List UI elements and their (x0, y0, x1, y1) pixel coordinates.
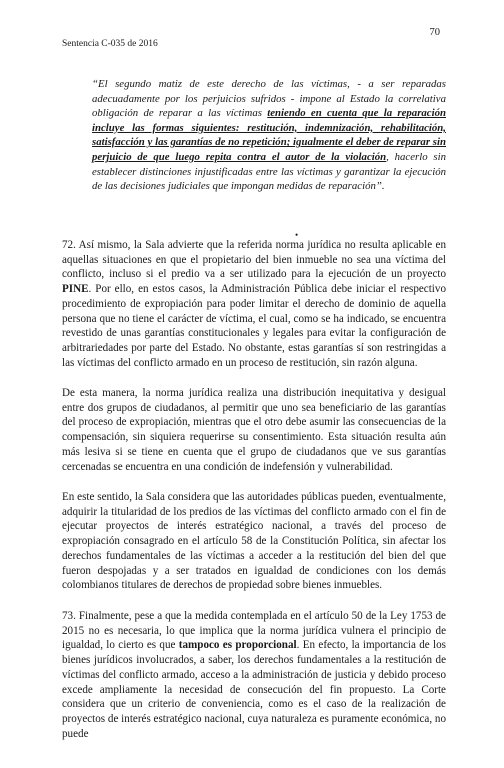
block-quote (92, 77, 446, 194)
quote-underlined-text: teniendo en cuenta que la reparación incluye las formas siguientes: restitución, indemnización, rehabilitación, satisfacción y las garantías de no repetición; igualmente el deber de reparar sin perjuicio de que luego repita contra el autor de la violación (92, 107, 446, 163)
paragraph-72-bold-term: PINE (62, 283, 89, 296)
paragraph-distribution: De esta manera, la norma jurídica realiza una distribución inequitativa y desigual entre dos grupos de ciudadanos, al permitir que uno sea beneficiario de las garantías del proceso de expropiación, mientras que el otro debe asumir las consecuencias de la compensación, sin siquiera requerirse su consentimiento. Esta situación resulta aún más lesiva si se tiene en cuenta que el grupo de ciudadanos que ve sus garantías cercenadas se encuentra en una condición de indefensión y vulnerabilidad. (62, 387, 446, 473)
document-header-title: Sentencia C-035 de 2016 (62, 39, 158, 49)
paragraph-sense: En este sentido, la Sala considera que las autoridades públicas pueden, eventualmente, adquirir la titularidad de los predios de las víctimas del conflicto armado con el fin de ejecutar proyectos de interés estratégico nacional, a través del proceso de expropiación consagrado en el artículo 58 de la Constitución Política, sin afectar los derechos fundamentales de las víctimas a acceder a la restitución del bien del que fueron despojadas y a ser tratados en igualdad de condiciones con los demás colombianos titulares de derechos de propiedad sobre bienes inmuebles. (62, 491, 446, 592)
quote-text-end: , hacerlo sin establecer distinciones injustificadas entre las víctimas y garantizar la ejecución de las decisiones judiciales que impongan medidas de reparación”. (92, 150, 447, 193)
paragraph-73-text-end: . En efecto, la importancia de los bienes jurídicos involucrados, a saber, los derechos fundamentales a la restitución de víctimas del conflicto armado, acceso a la administración de justicia y debido proceso excede ampliamente la necesidad de consecución del fin propuesto. La Corte considera que un criterio de conveniencia, como es el caso de la realización de proyectos de interés estratégico nacional, cuya naturaleza es puramente económica, no puede (62, 639, 447, 740)
paragraph-72-text-start: 72. Así mismo, la Sala advierte que la referida norma jurídica no resulta aplicable en aquellas situaciones en que el propietario del bien inmueble no sea una víctima del conflicto, incluso si el predio va a ser utilizado para la ejecución de un proyecto (62, 239, 446, 281)
quote-text-start: “El segundo matiz de este derecho de las víctimas, - a ser reparadas adecuadamente por los perjuicios sufridos - impone al Estado la correlativa obligación de reparar a las víctimas (92, 78, 446, 120)
paragraph-72-text-end: . Por ello, en estos casos, la Administración Pública debe iniciar el respectivo procedimiento de expropiación para poder limitar el derecho de dominio de aquella persona que no tiene el carácter de víctima, el cual, como se ha indicado, se encuentra revestido de unas garantías constitucionales y legales para evitar la configuración de arbitrariedades por parte del Estado. No obstante, estas garantías sí son restringidas a las víctimas del conflicto armado en un proceso de restitución, sin razón alguna. (62, 283, 446, 369)
paragraph-73-bold-phrase: tampoco es proporcional (178, 639, 297, 652)
page-number: 70 (429, 27, 440, 38)
paragraph-73 (62, 609, 446, 741)
paragraph-72 (62, 238, 446, 370)
bullet-dot-icon: • (295, 230, 299, 240)
paragraph-73-text-start: 73. Finalmente, pese a que la medida contemplada en el artículo 50 de la Ley 1753 de 2015 no es necesaria, lo que implica que la norma jurídica vulnera el principio de igualdad, lo cierto es que (62, 610, 446, 652)
